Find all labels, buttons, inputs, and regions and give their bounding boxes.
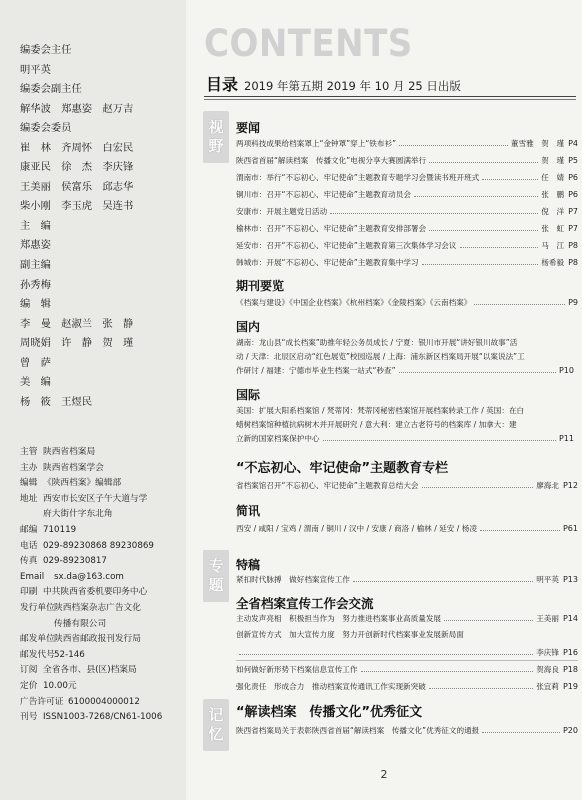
- info-row: [20, 445, 184, 461]
- info-label: [20, 617, 54, 633]
- entry-page: P7: [568, 207, 578, 216]
- entry-page: P8: [568, 241, 578, 250]
- staff-line: 杨 筱 王煜民: [20, 395, 93, 408]
- para-line: 动 / 天津：北辰区启动“红色展览”校园巡展 / 上海：浦东新区档案局开展“以案说法”工: [236, 352, 525, 361]
- staff-line: 编委会委员: [20, 122, 72, 135]
- issue-bar: [206, 72, 574, 94]
- entry-author: 明平英: [536, 575, 559, 584]
- section-title-yaowen: 要闻: [236, 121, 261, 135]
- leader-dots: [330, 205, 538, 214]
- toc-paragraph-guoji[interactable]: [236, 404, 574, 446]
- info-label: 印刷: [20, 587, 38, 598]
- entry-title: 韩城市：开展“不忘初心、牢记使命”主题教育集中学习: [236, 258, 419, 267]
- entry-title: 铜川市：召开“不忘初心、牢记使命”主题教育动员会: [236, 190, 411, 199]
- toc-paragraph-guonei[interactable]: [236, 336, 574, 378]
- entry-page: P6: [568, 190, 578, 199]
- entry-page: P6: [568, 173, 578, 182]
- info-label: 广告许可证: [20, 696, 64, 707]
- mulu-heading: 目录: [206, 75, 239, 94]
- entry-author: 张 鹏: [541, 190, 565, 199]
- entry-title: 创新宣传方式 加大宣传力度 努力开创新时代档案事业发展新局面: [236, 630, 464, 639]
- entry-title: 作研讨 / 福建：宁德市毕业生档案一站式“秒查”: [236, 366, 396, 375]
- entry-author: 廖海北: [536, 481, 559, 490]
- label-char: 记: [208, 706, 224, 724]
- entry-author: 马 江: [541, 241, 565, 250]
- staff-line: 编 辑: [20, 298, 51, 311]
- entry-title: 强化责任 形成合力 推动档案宣传通讯工作实现新突破: [236, 682, 426, 691]
- info-value: 全省各市、县(区)档案局: [43, 665, 137, 676]
- staff-line: 编委会主任: [20, 44, 72, 56]
- para-end: [236, 364, 574, 378]
- label-char: 视: [208, 118, 224, 136]
- leader-dots: [399, 364, 556, 373]
- entry-page: P11: [558, 434, 574, 443]
- toc-entry[interactable]: [236, 663, 578, 677]
- leader-dots: [239, 646, 533, 655]
- info-label: 定价: [20, 680, 38, 691]
- leader-dots: [482, 171, 538, 180]
- entry-title: 西安 / 咸阳 / 宝鸡 / 渭南 / 铜川 / 汉中 / 安康 / 商洛 / 榆林 / 延安 / 杨凌: [236, 524, 477, 533]
- entry-title: 安康市：开展主题党日活动: [236, 207, 328, 216]
- info-label: 编辑: [20, 478, 38, 489]
- masthead-column: [0, 0, 186, 800]
- section-title-guoji: 国际: [236, 388, 261, 402]
- entry-title: 紧扣时代脉搏 做好档案宣传工作: [236, 575, 350, 584]
- staff-line: 明平英: [20, 63, 51, 76]
- info-value: 陕西省邮政报刊发行局: [54, 634, 141, 645]
- info-value: 710119: [43, 524, 77, 535]
- label-char: 野: [208, 137, 224, 155]
- staff-line: 孙秀梅: [20, 278, 51, 291]
- leader-dots: [474, 296, 565, 305]
- entry-author: 倪 洋: [541, 207, 565, 216]
- toc-entry[interactable]: [236, 724, 578, 738]
- entry-page: P12: [562, 481, 578, 490]
- toc-entry[interactable]: [236, 256, 578, 270]
- leader-dots: [422, 479, 534, 488]
- info-value: 陕西档案杂志广告文化: [54, 602, 141, 613]
- leader-dots: [323, 432, 556, 441]
- info-label: 订阅: [20, 665, 38, 676]
- entry-title: 陕西省档案局关于表彰陕西省首届“解读档案 传播文化”优秀征文的通报: [236, 726, 480, 735]
- leader-dots: [422, 256, 539, 265]
- entry-title: 省档案馆召开“不忘初心、牢记使命”主题教育总结大会: [236, 481, 419, 490]
- section-title-jianxun: 简讯: [236, 504, 261, 518]
- info-row: [20, 663, 184, 679]
- info-row: [20, 632, 184, 648]
- toc-entry[interactable]: [236, 239, 578, 253]
- toc-entry[interactable]: [236, 522, 578, 536]
- entry-title: 《档案与建设》《中国企业档案》《杭州档案》《金陵档案》《云南档案》: [236, 298, 472, 307]
- entry-author: 董雪雅 贺 瑾: [510, 139, 565, 148]
- info-row: [20, 679, 184, 695]
- section-title-tegao: 特稿: [236, 558, 261, 572]
- publication-info: [20, 445, 184, 726]
- entry-title: 渭南市：举行“不忘初心、牢记使命”主题教育专题学习会暨读书班开班式: [236, 173, 480, 182]
- info-label: 邮发代号: [20, 649, 55, 660]
- leader-dots: [482, 724, 560, 733]
- entry-page: P14: [562, 614, 578, 623]
- info-value: 传播有限公司: [54, 618, 107, 629]
- toc-entry[interactable]: [236, 137, 578, 151]
- entry-title: 陕西省首届“解读档案 传播文化”电视分享大赛圆满举行: [236, 156, 427, 165]
- info-row: [20, 695, 184, 711]
- label-char: 专: [208, 557, 224, 575]
- entry-page: P20: [562, 726, 578, 735]
- leader-dots: [460, 239, 539, 248]
- entry-author: 张宜莉: [536, 682, 559, 691]
- page-number: 2: [380, 768, 388, 781]
- section-title-guonei: 国内: [236, 320, 261, 334]
- entry-page: P4: [568, 139, 578, 148]
- entry-page: P61: [562, 524, 578, 533]
- entry-page: P8: [568, 258, 578, 267]
- staff-line: 柴小刚 李玉虎 吴连书: [20, 200, 134, 213]
- leader-dots: [399, 137, 508, 146]
- section-label-zhuanti: [203, 550, 229, 602]
- entry-page: P16: [562, 648, 578, 657]
- leader-dots: [429, 222, 538, 231]
- toc-entry[interactable]: [236, 205, 578, 219]
- info-value: 10.00元: [43, 680, 77, 691]
- staff-line: 王美丽 侯富乐 邱志华: [20, 180, 134, 193]
- section-title-jiedu: “解读档案 传播文化”优秀征文: [236, 705, 423, 720]
- info-label: [20, 507, 43, 523]
- info-row: [20, 570, 184, 586]
- leader-dots: [429, 680, 533, 689]
- entry-author: 贺 瑾: [541, 156, 565, 165]
- info-row: [20, 710, 184, 726]
- issue-date: 2019 年第五期 2019 年 10 月 25 日出版: [244, 79, 461, 93]
- section-title-qikan: 期刊要览: [236, 279, 285, 293]
- para-line: 蜡树档案馆种植抗病树木并开展研究 / 意大利：建立古老符号的档案库 / 加拿大：建: [236, 420, 517, 429]
- toc-entry[interactable]: [236, 628, 578, 642]
- info-value: ISSN1003-7268/CN61-1006: [43, 712, 163, 723]
- label-char: 题: [208, 576, 224, 594]
- leader-dots: [429, 154, 538, 163]
- info-label: 主管: [20, 447, 38, 457]
- info-row: [20, 601, 184, 617]
- info-value: 中共陕西省委机要印务中心: [43, 587, 148, 598]
- info-label: 刊号: [20, 712, 38, 723]
- entry-author: 贺海良: [536, 665, 559, 674]
- leader-dots: [353, 573, 533, 582]
- toc-entry[interactable]: [236, 680, 578, 694]
- contents-heading: CONTENTS: [204, 22, 413, 65]
- info-value: 陕西省档案局: [43, 447, 96, 457]
- info-label: 邮编: [20, 524, 38, 535]
- info-value: 府大街什字东北角: [43, 509, 113, 520]
- leader-dots: [444, 612, 533, 621]
- entry-page: P18: [562, 665, 578, 674]
- entry-title: 延安市：召开“不忘初心、牢记使命”主题教育第三次集体学习会议: [236, 241, 457, 250]
- entry-title: 主动发声亮相 积极担当作为 努力推进档案事业高质量发展: [236, 614, 442, 623]
- staff-line: 主 编: [20, 219, 51, 232]
- toc-entry[interactable]: [236, 188, 578, 202]
- staff-line: 副主编: [20, 259, 51, 272]
- info-label: 地址: [20, 493, 38, 504]
- toc-entry[interactable]: [236, 296, 578, 310]
- leader-dots: [480, 522, 560, 531]
- header-rule-thin: [204, 99, 576, 100]
- info-row: [20, 461, 184, 477]
- toc-entry[interactable]: [236, 222, 578, 236]
- toc-entry[interactable]: [236, 154, 578, 168]
- toc-entry-continued[interactable]: [236, 646, 578, 660]
- info-value: 029-89230817: [43, 556, 107, 567]
- entry-author: 张 虹: [541, 224, 565, 233]
- para-line: 美国：扩展大阳系档案馆 / 梵蒂冈：梵蒂冈秘密档案馆开展档案转录工作 / 英国：在白: [236, 406, 525, 415]
- label-char: 忆: [208, 725, 224, 743]
- info-label: 邮发单位: [20, 634, 55, 645]
- entry-author: 王美丽: [536, 614, 559, 623]
- section-label-jiyi: [203, 699, 229, 751]
- info-label: 传真: [20, 556, 38, 567]
- toc-entry[interactable]: [236, 171, 578, 185]
- info-row: [20, 585, 184, 601]
- email-value[interactable]: sx.da@163.com: [54, 571, 124, 582]
- staff-line: 崔 林 齐周怀 白宏民: [20, 141, 134, 154]
- entry-author: 任 婧: [541, 173, 565, 182]
- para-line: 湖南：龙山县“成长档案”助推年轻公务员成长 / 宁夏：银川市开展“讲好银川故事”活: [236, 338, 518, 347]
- info-label: Email: [20, 571, 45, 582]
- info-value: 6100004000012: [68, 696, 140, 707]
- info-row: [20, 476, 184, 492]
- info-value: 西安市长安区子午大道与学: [43, 493, 148, 504]
- info-row: [20, 617, 184, 633]
- info-value: 陕西省档案学会: [43, 462, 104, 473]
- entry-title: 立新的国家档案保护中心: [236, 434, 320, 443]
- entry-page: P19: [562, 682, 578, 691]
- header-rule: [204, 96, 576, 97]
- editorial-staff-list: [20, 41, 180, 412]
- toc-entry[interactable]: [236, 573, 578, 587]
- entry-page: P5: [568, 156, 578, 165]
- toc-entry[interactable]: [236, 479, 578, 493]
- entry-page: P9: [568, 298, 578, 307]
- divider: [236, 660, 578, 661]
- staff-line: 曾 萨: [20, 356, 51, 369]
- entry-title: 如何做好新形势下档案信息宣传工作: [236, 665, 358, 674]
- section-title-quansheng: 全省档案宣传工作会交流: [236, 596, 374, 611]
- entry-page: P7: [568, 224, 578, 233]
- info-row: [20, 648, 184, 664]
- staff-line: 编委会副主任: [20, 83, 82, 96]
- staff-line: 郑惠姿: [20, 239, 51, 252]
- section-title-zhuanlan: “不忘初心、牢记使命”主题教育专栏: [236, 461, 449, 476]
- entry-title: 两项科技成果给档案罩上“金钟罩”穿上“铁布衫”: [236, 139, 397, 148]
- info-row: [20, 554, 184, 570]
- entry-author: 李庆锋: [536, 648, 559, 657]
- entry-title: 榆林市：召开“不忘初心、牢记使命”主题教育安排部署会: [236, 224, 427, 233]
- info-row: [20, 523, 184, 539]
- contents-column: [186, 0, 582, 800]
- info-label: 发行单位: [20, 602, 55, 613]
- info-row: [20, 539, 184, 555]
- info-label: 主办: [20, 462, 38, 473]
- staff-line: 解华波 郑惠姿 赵万吉: [20, 102, 134, 115]
- staff-line: 周晓娟 许 静 贺 瑾: [20, 337, 134, 350]
- entry-author: 杨希毅: [541, 258, 565, 267]
- entry-page: P13: [562, 575, 578, 584]
- info-label: 电话: [20, 540, 38, 551]
- leader-dots: [414, 188, 538, 197]
- info-row: [20, 492, 184, 508]
- section-label-shiye: [203, 111, 229, 163]
- info-row: [20, 507, 184, 523]
- staff-line: 美 编: [20, 376, 51, 389]
- leader-dots: [361, 663, 534, 672]
- toc-entry[interactable]: [236, 612, 578, 626]
- staff-line: 康亚民 徐 杰 李庆锋: [20, 161, 134, 174]
- info-value: 52-146: [54, 649, 85, 660]
- info-value: 029-89230868 89230869: [43, 540, 154, 551]
- staff-line: 李 曼 赵淑兰 张 静: [20, 317, 134, 330]
- info-value: 《陕西档案》编辑部: [43, 478, 122, 489]
- para-end: [236, 432, 574, 446]
- entry-page: P10: [558, 366, 574, 375]
